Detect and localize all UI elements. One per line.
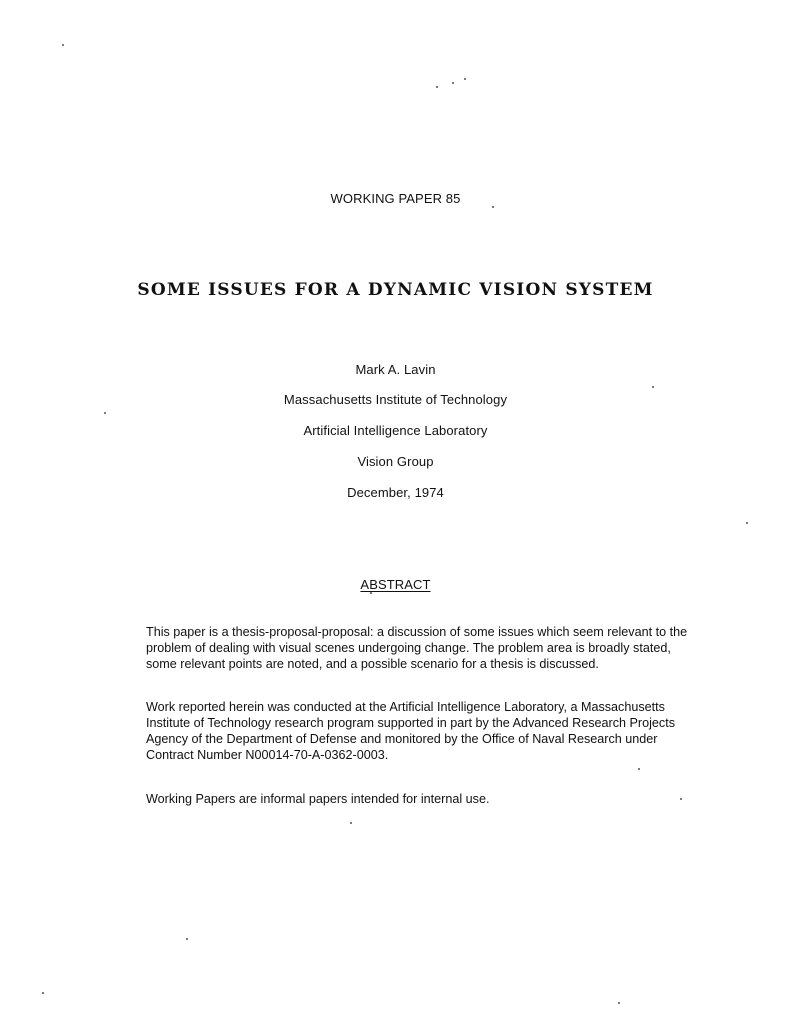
abstract-heading: ABSTRACT <box>360 577 431 592</box>
scan-speck <box>350 822 352 824</box>
scan-speck <box>680 798 682 800</box>
scan-speck <box>638 768 640 770</box>
scan-speck <box>186 938 188 940</box>
scan-speck <box>42 992 44 994</box>
scan-speck <box>618 1002 620 1004</box>
scan-speck <box>370 592 372 594</box>
scan-speck <box>492 206 494 208</box>
scan-speck <box>652 386 654 388</box>
author-institution: Massachusetts Institute of Technology <box>283 392 508 407</box>
scan-speck <box>62 44 64 46</box>
scan-speck <box>104 412 106 414</box>
scan-speck <box>464 78 466 80</box>
funding-note: Work reported herein was conducted at the Artificial Intelligence Laboratory, a Massachusetts Institute of Technology research program supported in part by the Advanced Research Projects Agency of the Department of Defense and monitored by the Office of Naval Research under Contract Number N00014-70-A-0362-0003. <box>146 700 676 762</box>
scan-speck <box>452 82 454 84</box>
disclaimer-note: Working Papers are informal papers intended for internal use. <box>146 792 490 806</box>
author-laboratory: Artificial Intelligence Laboratory <box>303 423 488 438</box>
abstract-heading-row <box>0 577 791 592</box>
abstract-text: This paper is a thesis-proposal-proposal: a discussion of some issues which seem relevant to the problem of dealing with visual scenes undergoing change. The problem area is broadly stated, some relevant points are noted, and a possible scenario for a thesis is discussed. <box>146 625 688 671</box>
scan-speck <box>746 522 748 524</box>
working-paper-label: WORKING PAPER 85 <box>330 191 461 206</box>
paper-title: SOME ISSUES FOR A DYNAMIC VISION SYSTEM <box>137 280 654 300</box>
author-name: Mark A. Lavin <box>355 362 436 377</box>
publication-date: December, 1974 <box>347 485 444 500</box>
scan-speck <box>436 86 438 88</box>
author-group: Vision Group <box>357 454 434 469</box>
